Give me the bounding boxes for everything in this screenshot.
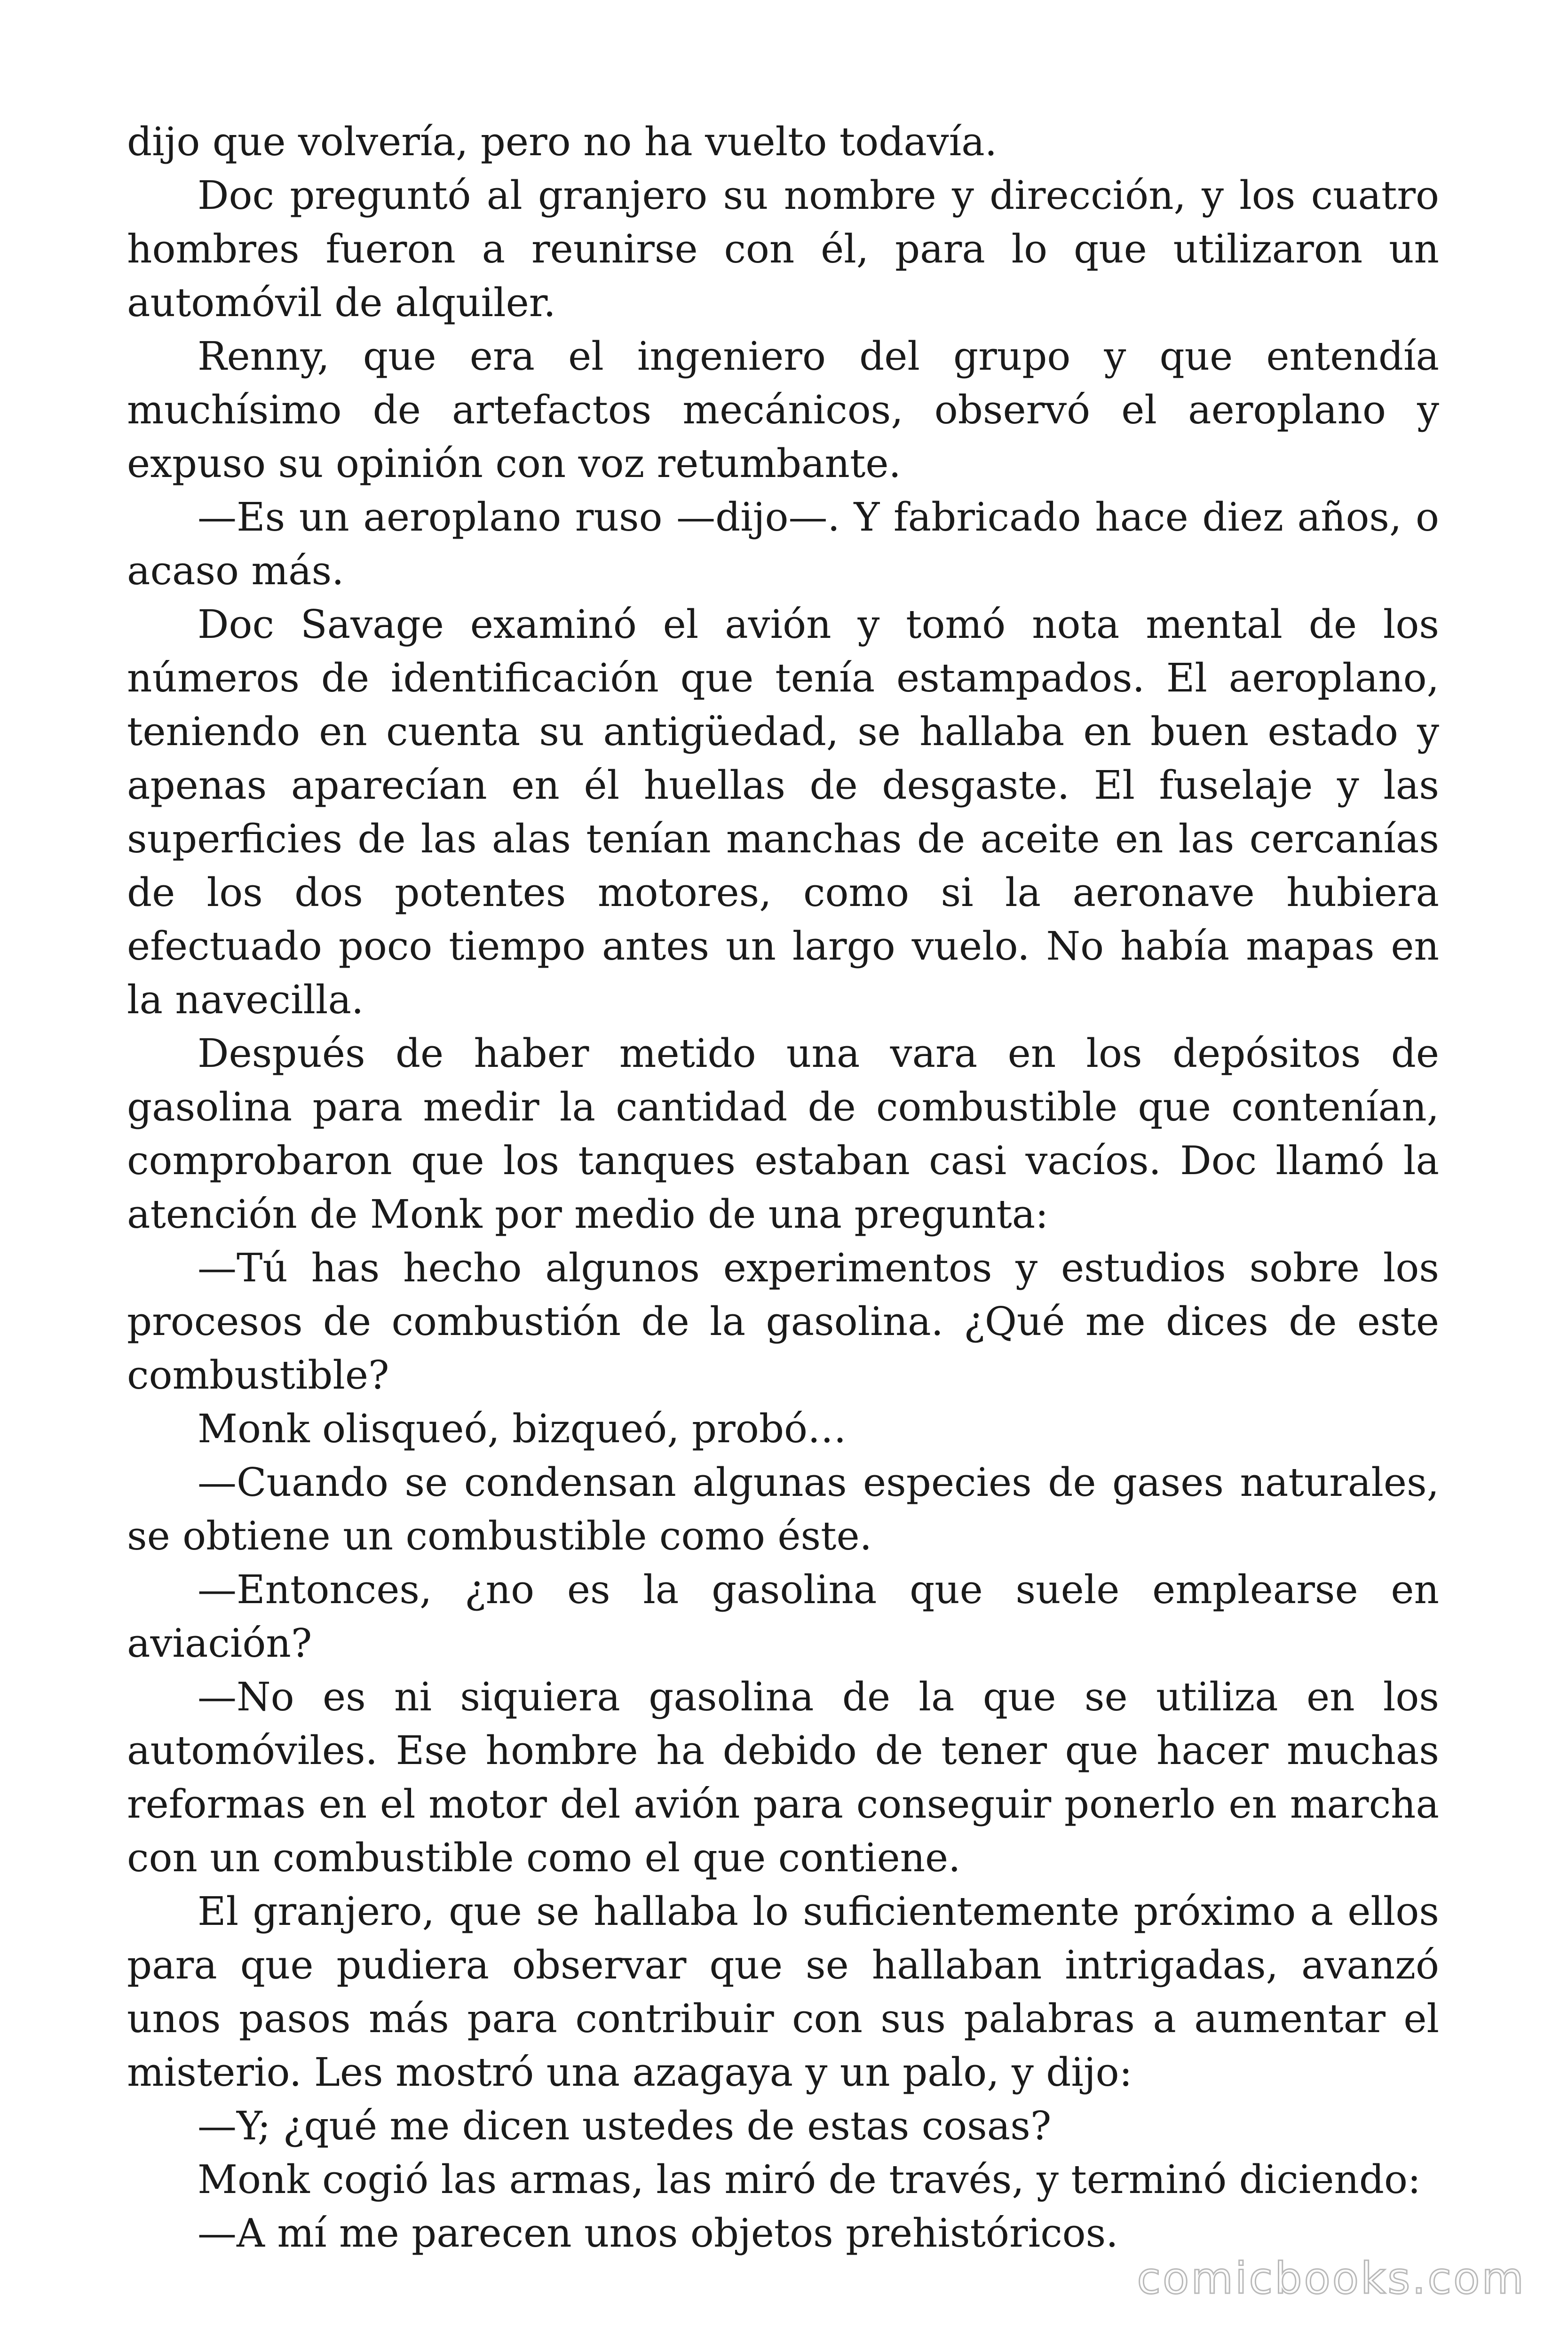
paragraph: Doc preguntó al granjero su nombre y dirección, y los cuatro hombres fueron a reunirse con él, para lo que utilizaron un automóvil de alquiler. [127, 173, 1439, 326]
paragraph: —A mí me parecen unos objetos prehistóricos. [198, 2210, 1118, 2256]
paragraph: Monk cogió las armas, las miró de través, y terminó diciendo: [198, 2157, 1421, 2202]
paragraph: Después de haber metido una vara en los depósitos de gasolina para medir la cantidad de combustible que contenían, comprobaron que los tanques estaban casi vacíos. Doc llamó la atención de Monk por medio de una pregunta: [127, 1031, 1439, 1237]
paragraph: dijo que volvería, pero no ha vuelto todavía. [127, 119, 998, 165]
paragraph: —Cuando se condensan algunas especies de gases naturales, se obtiene un combustible como éste. [127, 1460, 1439, 1559]
watermark: comicbooks.com [1137, 2253, 1526, 2304]
paragraph: El granjero, que se hallaba lo suficientemente próximo a ellos para que pudiera observar que se hallaban intrigadas, avanzó unos pasos más para contribuir con sus palabras a aumentar el misterio. Les mostró una azagaya y un palo, y dijo: [127, 1889, 1439, 2095]
paragraph: Renny, que era el ingeniero del grupo y que entendía muchísimo de artefactos mecánicos, observó el aeroplano y expuso su opinión con voz retumbante. [127, 334, 1439, 486]
paragraph: Monk olisqueó, bizqueó, probó… [198, 1406, 847, 1452]
paragraph: Doc Savage examinó el avión y tomó nota mental de los números de identificación que tenía estampados. El aeroplano, teniendo en cuenta su antigüedad, se hallaba en buen estado y apenas aparecían en él huellas de desgaste. El fuselaje y las superficies de las alas tenían manchas de aceite en las cercanías de los dos potentes motores, como si la aeronave hubiera efectuado poco tiempo antes un largo vuelo. No había mapas en la navecilla. [127, 602, 1439, 1023]
paragraph: —No es ni siquiera gasolina de la que se utiliza en los automóviles. Ese hombre ha debido de tener que hacer muchas reformas en el motor del avión para conseguir ponerlo en marcha con un combustible como el que contiene. [127, 1674, 1439, 1881]
paragraph: —Es un aeroplano ruso —dijo—. Y fabricado hace diez años, o acaso más. [127, 494, 1439, 594]
paragraph: —Entonces, ¿no es la gasolina que suele emplearse en aviación? [127, 1567, 1439, 1666]
paragraph: —Y; ¿qué me dicen ustedes de estas cosas? [198, 2103, 1052, 2149]
paragraph: —Tú has hecho algunos experimentos y estudios sobre los procesos de combustión de la gasolina. ¿Qué me dices de este combustible? [127, 1245, 1439, 1398]
page-body [127, 115, 1439, 2260]
